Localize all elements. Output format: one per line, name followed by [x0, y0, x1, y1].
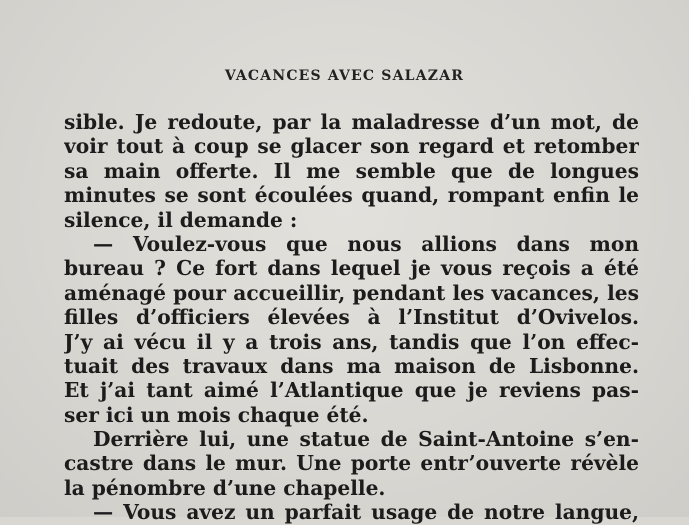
- text-line: filles d’officiers élevées à l’Institut d’Ovivelos.: [64, 305, 639, 330]
- text-line: sa main offerte. Il me semble que de longues: [64, 158, 639, 183]
- running-title: VACANCES AVEC SALAZAR: [224, 68, 465, 84]
- text-line: tuait des travaux dans ma maison de Lisbonne.: [64, 353, 639, 378]
- text-line: voir tout à coup se glacer son regard et retomber: [64, 134, 639, 159]
- text-line: Et j’ai tant aimé l’Atlantique que je reviens pas-: [64, 378, 639, 403]
- text-line: minutes se sont écoulées quand, rompant enfin le: [64, 183, 639, 208]
- text-line: — Vous avez un parfait usage de notre langue,: [93, 500, 639, 525]
- text-line: silence, il demande :: [64, 207, 298, 232]
- text-line: ser ici un mois chaque été.: [64, 402, 369, 427]
- text-line: Derrière lui, une statue de Saint-Antoine s’en-: [93, 427, 639, 452]
- text-line: J’y ai vécu il y a trois ans, tandis que l’on effec-: [64, 329, 639, 354]
- text-line: aménagé pour accueillir, pendant les vacances, les: [64, 280, 639, 305]
- text-line: castre dans le mur. Une porte entr’ouverte révèle: [64, 451, 639, 476]
- text-line: bureau ? Ce fort dans lequel je vous reçois a été: [64, 256, 639, 281]
- text-line: la pénombre d’une chapelle.: [64, 475, 386, 500]
- text-line: — Voulez-vous que nous allions dans mon: [93, 231, 639, 256]
- body-text: [64, 110, 639, 525]
- text-line: sible. Je redoute, par la maladresse d’un mot, de: [64, 110, 639, 134]
